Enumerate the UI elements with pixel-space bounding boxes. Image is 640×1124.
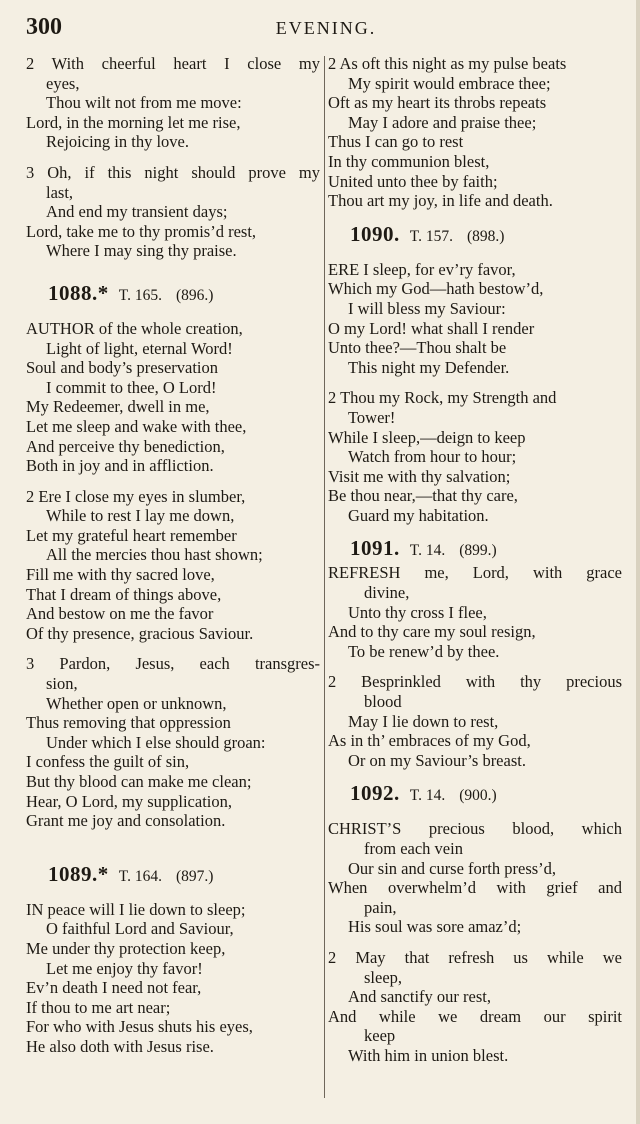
verse-line: And perceive thy benediction, [26, 436, 225, 456]
hymn-reference: (899.) [459, 542, 497, 560]
right-column [328, 54, 622, 1066]
hymn-reference: (897.) [175, 867, 214, 885]
hymn-reference: (900.) [459, 787, 497, 805]
verse-line: from each vein [364, 839, 463, 858]
verse-line: And end my transient days; [46, 202, 228, 222]
hymn-heading [26, 281, 320, 308]
verse-line: And while we dream our spirit [328, 1006, 622, 1026]
verse-line: May I adore and praise thee; [348, 112, 537, 132]
running-head: EVENING. [275, 18, 377, 38]
page-number: 300 [26, 14, 62, 40]
left-column [26, 54, 320, 1057]
hymn-number: 1091. [350, 536, 400, 561]
verse-line: Thus removing that oppression [26, 713, 231, 733]
verse-line: Which my God—hath bestow’d, [328, 279, 544, 299]
stanza [26, 900, 320, 1057]
verse-line: I confess the guilt of sin, [26, 752, 190, 772]
verse-line: Lord, in the morning let me rise, [26, 112, 241, 132]
verse-line: United unto thee by faith; [328, 171, 498, 191]
stanza [328, 948, 622, 1066]
verse-line: O my Lord! what shall I render [328, 318, 535, 338]
verse-line: Or on my Saviour’s breast. [348, 750, 526, 770]
verse-line: Tower! [348, 407, 396, 427]
verse-line: Guard my habitation. [348, 505, 489, 525]
hymn-number: 1090. [350, 221, 400, 246]
verse-line: Lord, take me to thy promis’d rest, [26, 221, 257, 241]
verse-line: REFRESH me, Lord, with grace [328, 563, 622, 583]
verse-line: But thy blood can make me clean; [26, 772, 252, 791]
stanza [328, 563, 622, 661]
verse-line: And bestow on me the favor [26, 604, 214, 624]
tune-number: T. 14. [409, 787, 446, 805]
verse-line: Where I may sing thy praise. [46, 241, 237, 261]
tune-number: T. 165. [118, 286, 162, 304]
verse-line: Let my grateful heart remember [26, 525, 237, 545]
hymn-heading [26, 862, 320, 889]
verse-line: last, [46, 182, 74, 202]
verse-line: eyes, [46, 73, 80, 93]
verse-line: Visit me with thy salvation; [328, 466, 511, 486]
verse-line: Under which I else should groan: [46, 732, 266, 752]
verse-line: While I sleep,—deign to keep [328, 427, 526, 447]
verse-line: blood [364, 692, 402, 712]
verse-line: ERE I sleep, for ev’ry favor, [328, 259, 516, 279]
verse-line: Grant me joy and consolation. [26, 811, 226, 831]
verse-line: 2 May that refresh us while we [328, 947, 622, 967]
verse-line: Our sin and curse forth press’d, [348, 858, 557, 878]
verse-line: His soul was sore amaz’d; [348, 917, 522, 937]
hymn-heading [328, 222, 622, 249]
verse-line: 2 Ere I close my eyes in slumber, [26, 486, 246, 506]
verse-line: Ev’n death I need not fear, [26, 978, 202, 998]
verse-line: Light of light, eternal Word! [46, 338, 233, 358]
page-edge [636, 0, 640, 1124]
verse-line: Of thy presence, gracious Saviour. [26, 623, 254, 643]
verse-line: 3 Pardon, Jesus, each transgres- [26, 654, 320, 674]
verse-line: sleep, [364, 967, 403, 987]
hymn-reference: (898.) [466, 227, 505, 245]
verse-line: For who with Jesus shuts his eyes, [26, 1017, 253, 1037]
hymn-heading [328, 781, 622, 808]
verse-line: Thus I can go to rest [328, 132, 464, 152]
verse-line: As in th’ embraces of my God, [328, 731, 531, 751]
verse-line: 3 Oh, if this night should prove my [26, 162, 320, 182]
verse-line: With him in union blest. [348, 1045, 509, 1065]
verse-line: 2 Besprinkled with thy precious [328, 672, 622, 692]
verse-line: And sanctify our rest, [348, 987, 491, 1007]
verse-line: Both in joy and in affliction. [26, 456, 214, 476]
verse-line: pain, [364, 897, 397, 917]
stanza [328, 388, 622, 525]
tune-number: T. 164. [118, 867, 162, 885]
verse-line: While to rest I lay me down, [46, 506, 235, 526]
verse-line: Thou wilt not from me move: [46, 93, 242, 113]
verse-line: My spirit would embrace thee; [348, 73, 551, 93]
stanza [26, 487, 320, 644]
column-divider [324, 56, 325, 1098]
verse-line: Soul and body’s preservation [26, 358, 219, 378]
verse-line: I commit to thee, O Lord! [46, 377, 217, 397]
stanza [26, 654, 320, 830]
verse-line: That I dream of things above, [26, 584, 222, 604]
verse-line: And to thy care my soul resign, [328, 622, 536, 642]
verse-line: keep [364, 1026, 396, 1046]
verse-line: Fill me with thy sacred love, [26, 565, 215, 585]
page-header [26, 14, 626, 44]
stanza [328, 819, 622, 937]
tune-number: T. 14. [409, 542, 446, 560]
verse-line: Thou art my joy, in life and death. [328, 191, 553, 211]
verse-line: Unto thy cross I flee, [348, 602, 487, 622]
verse-line: All the mercies thou hast shown; [46, 545, 263, 565]
verse-line: 2 As oft this night as my pulse beats [328, 54, 567, 73]
hymn-number: 1089.* [48, 861, 109, 886]
verse-line: CHRIST’S precious blood, which [328, 819, 622, 839]
verse-line: Me under thy protection keep, [26, 938, 226, 958]
verse-line: Let me enjoy thy favor! [46, 958, 203, 978]
stanza [328, 54, 622, 211]
verse-line: May I lie down to rest, [348, 711, 499, 731]
hymn-number: 1088.* [48, 280, 109, 305]
verse-line: My Redeemer, dwell in me, [26, 397, 210, 417]
hymn-number: 1092. [350, 781, 400, 806]
verse-line: This night my Defender. [348, 357, 510, 377]
verse-line: Whether open or unknown, [46, 693, 227, 713]
verse-line: 2 With cheerful heart I close my [26, 54, 320, 73]
verse-line: When overwhelm’d with grief and [328, 878, 622, 898]
verse-line: Be thou near,—that thy care, [328, 486, 518, 506]
hymn-reference: (896.) [175, 286, 214, 304]
verse-line: sion, [46, 674, 78, 694]
verse-line: I will bless my Saviour: [348, 298, 506, 318]
verse-line: Unto thee?—Thou shalt be [328, 338, 507, 358]
verse-line: divine, [364, 583, 410, 603]
stanza [26, 319, 320, 476]
verse-line: IN peace will I lie down to sleep; [26, 899, 246, 919]
stanza [328, 260, 622, 378]
verse-line: To be renew’d by thee. [348, 641, 500, 661]
verse-line: Watch from hour to hour; [348, 447, 517, 467]
verse-line: Let me sleep and wake with thee, [26, 416, 247, 436]
verse-line: If thou to me art near; [26, 997, 171, 1017]
verse-line: 2 Thou my Rock, my Strength and [328, 388, 557, 408]
verse-line: He also doth with Jesus rise. [26, 1036, 214, 1056]
verse-line: Rejoicing in thy love. [46, 132, 189, 152]
verse-line: In thy communion blest, [328, 151, 490, 171]
stanza [328, 672, 622, 770]
hymn-heading [328, 536, 622, 563]
tune-number: T. 157. [409, 227, 453, 245]
stanza [26, 163, 320, 261]
verse-line: Hear, O Lord, my supplication, [26, 791, 233, 811]
verse-line: Oft as my heart its throbs repeats [328, 93, 547, 113]
verse-line: AUTHOR of the whole creation, [26, 318, 243, 338]
verse-line: O faithful Lord and Saviour, [46, 919, 234, 939]
stanza [26, 54, 320, 152]
